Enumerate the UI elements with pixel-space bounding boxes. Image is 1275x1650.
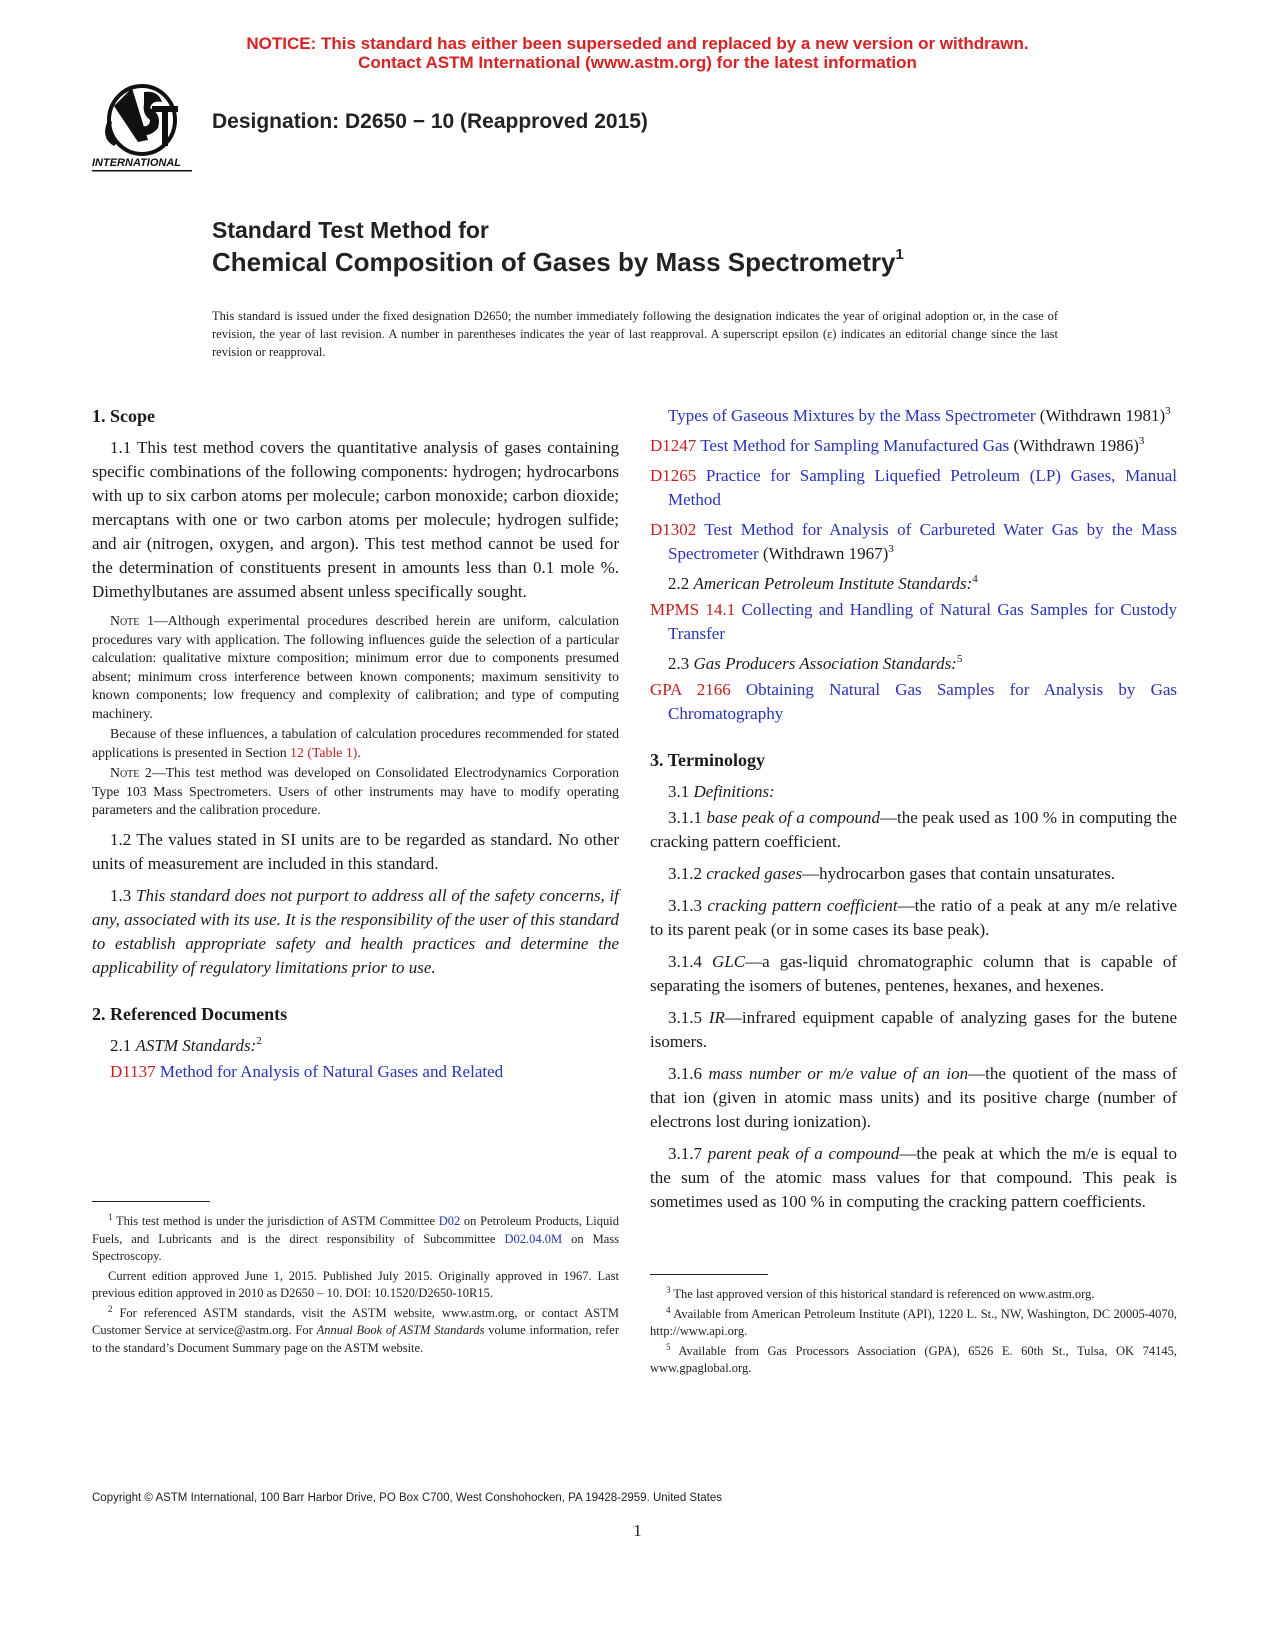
footnote-4: $^4$ Available from American Petroleum Institute (API), 1220 L. St., NW, Washington, DC 20005-4070, http://www.api.org. bbox=[650, 1304, 1177, 1338]
section-12-link[interactable]: 12 bbox=[290, 744, 304, 760]
note-2: Note 2—This test method was developed on Consolidated Electrodynamics Corporation Type 103 Mass Spectrometers. Users of other instruments may have to modify operating parameters and the calibration procedure. bbox=[92, 765, 619, 817]
table-1-link[interactable]: (Table 1) bbox=[307, 744, 358, 760]
ref-mpms-14-1[interactable]: MPMS 14.1 Collecting and Handling of Natural Gas Samples for Custody Transfer bbox=[650, 600, 1178, 643]
footnote-2: $^2$ For referenced ASTM standards, visit the ASTM website, www.astm.org, or contact ASTM Customer Service at service@astm.org. For Annual Book of ASTM Standards volume information, refer to the standard’s Document Summary page on the ASTM website. bbox=[92, 1303, 620, 1355]
ref-gpa-2166[interactable]: GPA 2166 Obtaining Natural Gas Samples for Analysis by Gas Chromatography bbox=[650, 680, 1178, 723]
referenced-documents-heading: 2. Referenced Documents bbox=[92, 1003, 288, 1024]
ref-d1137-start[interactable]: D1137 Method for Analysis of Natural Gases and Related bbox=[110, 1061, 504, 1081]
paragraph-1-1: 1.1 This test method covers the quantitative analysis of gases containing specific combinations of the following components: hydrogen; hydrocarbons with up to six carbon atoms per molecule; carbon monoxide; carbon dioxide; mercaptans with one or two carbon atoms per molecule; hydrogen sulfide; and air (nitrogen, oxygen, and argon). This test method cannot be used for the determination of constituents present in amounts less than 0.1 mole %. Dimethylbutanes are assumed absent unless specifically sought. bbox=[92, 438, 619, 601]
scope-heading: 1. Scope bbox=[92, 406, 155, 426]
footnote-rule-right bbox=[650, 1274, 768, 1275]
ref-d1137-continued[interactable]: Types of Gaseous Mixtures by the Mass Spectrometer (Withdrawn 1981)$^3$ bbox=[668, 405, 1171, 425]
section-2-1: 2.1 ASTM Standards:$^2$ bbox=[110, 1034, 262, 1055]
section-3-1: 3.1 Definitions: bbox=[668, 782, 775, 801]
definition-3-1-1: 3.1.1 base peak of a compound—the peak used as 100 % in computing the cracking pattern coefficient. bbox=[650, 808, 1177, 851]
footnote-1-continued: Current edition approved June 1, 2015. Published July 2015. Originally approved in 1967. Last previous edition approved in 2010 as D2650 – 10. DOI: 10.1520/D2650-10R15. bbox=[92, 1268, 619, 1300]
footnote-5: $^5$ Available from Gas Processors Association (GPA), 6526 E. 60th St., Tulsa, OK 74145, www.gpaglobal.org. bbox=[650, 1341, 1178, 1375]
subcommittee-link[interactable]: D02.04.0M bbox=[504, 1231, 563, 1246]
ref-d1302[interactable]: D1302 Test Method for Analysis of Carbureted Water Gas by the Mass Spectrometer (Withdrawn 1967)$^3$ bbox=[650, 520, 1177, 563]
footnote-1: $^1$ This test method is under the jurisdiction of ASTM Committee D02 on Petroleum Products, Liquid Fuels, and Lubricants and is the direct responsibility of Subcommittee D02.04.0M on Mass Spectroscopy. bbox=[92, 1212, 620, 1263]
ref-d1247[interactable]: D1247 Test Method for Sampling Manufactured Gas (Withdrawn 1986)$^3$ bbox=[650, 435, 1145, 455]
document-title bbox=[212, 215, 904, 279]
issued-statement: This standard is issued under the fixed designation D2650; the number immediately following the designation indicates the year of original adoption or, in the case of revision, the year of last revision. A number in parentheses indicates the year of last reapproval. A superscript epsilon (ε) indicates an editorial change since the last revision or reapproval. bbox=[212, 309, 1058, 359]
notice-line-2: Contact ASTM International (www.astm.org) for the latest information bbox=[358, 53, 917, 72]
footnotes-left bbox=[92, 1213, 619, 1359]
definition-3-1-7: 3.1.7 parent peak of a compound—the peak at which the m/e is equal to the sum of the atomic mass values for that compound. This peak is sometimes used as 100 % in computing the cracking pattern coefficients. bbox=[650, 1144, 1178, 1211]
definition-3-1-4: 3.1.4 GLC—a gas-liquid chromatographic column that is capable of separating the isomers of butenes, pentenes, hexanes, and hexenes. bbox=[650, 952, 1177, 995]
right-column bbox=[650, 404, 1177, 1222]
title-line-1: Standard Test Method for bbox=[212, 217, 489, 243]
footnotes-right bbox=[650, 1286, 1177, 1380]
committee-d02-link[interactable]: D02 bbox=[438, 1214, 461, 1228]
footnote-3: $^3$ The last approved version of this historical standard is referenced on www.astm.org. bbox=[666, 1285, 1095, 1301]
definition-3-1-6: 3.1.6 mass number or m/e value of an ion—the quotient of the mass of that ion (given in atomic mass units) and its positive charge (number of electrons lost during ionization). bbox=[650, 1064, 1177, 1131]
note-1: Note 1—Although experimental procedures described herein are uniform, calculation procedures vary with application. The following influences guide the selection of a particular calculation: qualitative mixture composition; minimum error due to components presumed absent; minimum cross interference between known components; maximum sensitivity to known components; low frequency and complexity of calibration; and type of computing machinery. bbox=[92, 613, 619, 721]
astm-logo-icon bbox=[92, 82, 198, 180]
footnote-rule-left bbox=[92, 1201, 210, 1202]
section-2-3: 2.3 Gas Producers Association Standards:$^5$ bbox=[668, 653, 963, 673]
definition-3-1-3: 3.1.3 cracking pattern coefficient—the ratio of a peak at any m/e relative to its parent peak (or in some cases its base peak). bbox=[650, 896, 1177, 939]
paragraph-1-3: 1.3 This standard does not purport to address all of the safety concerns, if any, associated with its use. It is the responsibility of the user of this standard to establish appropriate safety and health practices and determine the applicability of regulatory limitations prior to use. bbox=[92, 885, 619, 977]
designation: Designation: D2650 − 10 (Reapproved 2015) bbox=[212, 110, 648, 133]
supersede-notice bbox=[0, 34, 1275, 72]
title-line-2: Chemical Composition of Gases by Mass Spectrometry$^1$ bbox=[212, 246, 904, 277]
notice-line-1: NOTICE: This standard has either been superseded and replaced by a new version or withdrawn. bbox=[246, 34, 1029, 53]
terminology-heading: 3. Terminology bbox=[650, 750, 766, 770]
note-1-continued: Because of these influences, a tabulation of calculation procedures recommended for stated applications is presented in Section 12 (Table 1). bbox=[92, 726, 619, 760]
definition-3-1-5: 3.1.5 IR—infrared equipment capable of analyzing gases for the butene isomers. bbox=[650, 1008, 1178, 1051]
svg-text:INTERNATIONAL: INTERNATIONAL bbox=[92, 157, 182, 169]
page-number: 1 bbox=[633, 1521, 642, 1540]
definition-3-1-2: 3.1.2 cracked gases—hydrocarbon gases that contain unsaturates. bbox=[668, 864, 1116, 883]
left-column bbox=[92, 404, 619, 1090]
section-2-2: 2.2 American Petroleum Institute Standards:$^4$ bbox=[668, 573, 978, 593]
copyright-line: Copyright © ASTM International, 100 Barr Harbor Drive, PO Box C700, West Conshohocken, PA 19428-2959. United States bbox=[92, 1492, 723, 1504]
paragraph-1-2: 1.2 The values stated in SI units are to be regarded as standard. No other units of measurement are included in this standard. bbox=[92, 829, 619, 873]
ref-d1265[interactable]: D1265 Practice for Sampling Liquefied Petroleum (LP) Gases, Manual Method bbox=[650, 466, 1177, 509]
